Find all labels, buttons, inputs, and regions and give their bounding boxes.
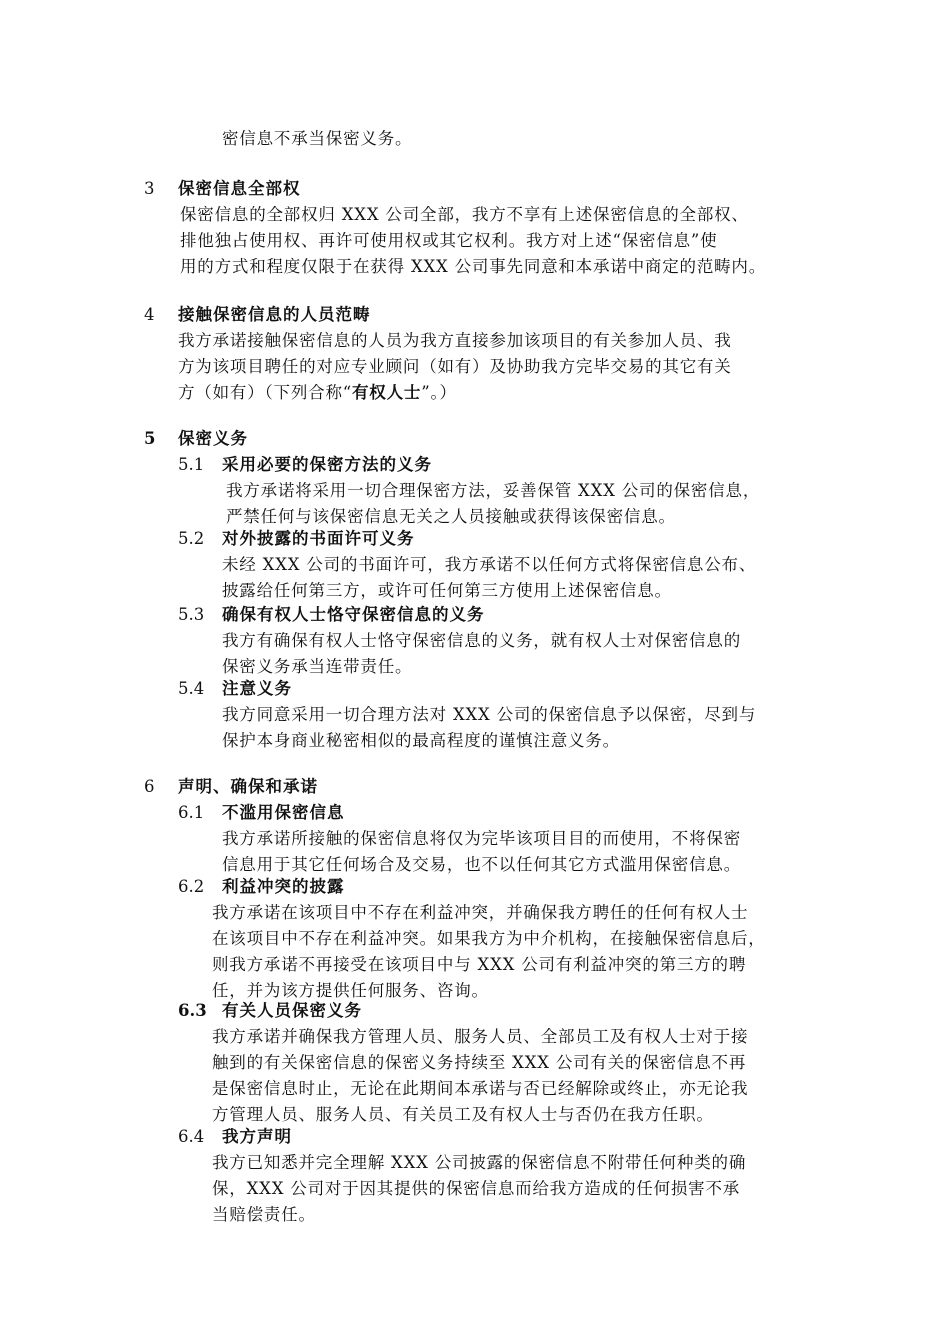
section-3-line: 保密信息的全部权归 XXX 公司全部，我方不享有上述保密信息的全部权、 <box>180 205 749 224</box>
clause-6-4-line: 保，XXX 公司对于因其提供的保密信息而给我方造成的任何损害不承 <box>212 1179 741 1198</box>
clause-6-1-line: 我方承诺所接触的保密信息将仅为完毕该项目目的而使用，不将保密 <box>222 829 741 848</box>
section-3-title: 保密信息全部权 <box>178 179 301 198</box>
clause-5-1-line: 严禁任何与该保密信息无关之人员接触或获得该保密信息。 <box>226 507 676 526</box>
defined-term-authorized-persons: 有权人士 <box>352 383 422 402</box>
section-5-title: 保密义务 <box>178 429 248 448</box>
section-4-title: 接触保密信息的人员范畴 <box>178 305 371 324</box>
clause-6-3-title: 有关人员保密义务 <box>222 1001 362 1020</box>
section-3-number: 3 <box>144 179 155 198</box>
continuation-text: 密信息不承当保密义务。 <box>222 129 413 148</box>
clause-6-4-line: 我方已知悉并完全理解 XXX 公司披露的保密信息不附带任何种类的确 <box>212 1153 747 1172</box>
clause-5-4-line: 我方同意采用一切合理方法对 XXX 公司的保密信息予以保密，尽到与 <box>222 705 757 724</box>
clause-5-3-number: 5.3 <box>178 605 205 624</box>
clause-5-4-line: 保护本身商业秘密相似的最高程度的谨慎注意义务。 <box>222 731 620 750</box>
clause-5-1-line: 我方承诺将采用一切合理保密方法，妥善保管 XXX 公司的保密信息， <box>226 481 761 500</box>
clause-6-2-title: 利益冲突的披露 <box>222 877 345 896</box>
clause-6-4-title: 我方声明 <box>222 1127 292 1146</box>
clause-6-4-number: 6.4 <box>178 1127 205 1146</box>
section-4-line: 方为该项目聘任的对应专业顾问（如有）及协助我方完毕交易的其它有关 <box>178 357 732 376</box>
section-3-line: 排他独占使用权、再许可使用权或其它权利。我方对上述“保密信息”使 <box>180 231 718 250</box>
clause-6-2-line: 则我方承诺不再接受在该项目中与 XXX 公司有利益冲突的第三方的聘 <box>212 955 747 974</box>
section-6-title: 声明、确保和承诺 <box>178 777 318 796</box>
clause-5-3-line: 保密义务承当连带责任。 <box>222 657 413 676</box>
section-4-last-line <box>178 380 457 406</box>
section-4-last-prefix: 方（如有）（下列合称“ <box>178 383 352 402</box>
clause-6-2-line: 在该项目中不存在利益冲突。如果我方为中介机构，在接触保密信息后， <box>212 929 766 948</box>
clause-5-2-line: 披露给任何第三方，或许可任何第三方使用上述保密信息。 <box>222 581 672 600</box>
clause-5-2-line: 未经 XXX 公司的书面许可，我方承诺不以任何方式将保密信息公布、 <box>222 555 757 574</box>
clause-6-2-line: 我方承诺在该项目中不存在利益冲突，并确保我方聘任的任何有权人士 <box>212 903 749 922</box>
clause-5-4-title: 注意义务 <box>222 679 292 698</box>
clause-5-2-title: 对外披露的书面许可义务 <box>222 529 415 548</box>
clause-6-3-line: 方管理人员、服务人员、有关员工及有权人士与否仍在我方任职。 <box>212 1105 714 1124</box>
clause-6-2-line: 任，并为该方提供任何服务、咨询。 <box>212 981 489 1000</box>
section-4-number: 4 <box>144 305 155 324</box>
clause-6-3-line: 我方承诺并确保我方管理人员、服务人员、全部员工及有权人士对于接 <box>212 1027 749 1046</box>
clause-6-1-title: 不滥用保密信息 <box>222 803 345 822</box>
clause-5-1-number: 5.1 <box>178 455 205 474</box>
clause-6-3-number: 6.3 <box>178 1001 207 1020</box>
clause-6-4-line: 当赔偿责任。 <box>212 1205 316 1224</box>
section-5-number: 5 <box>144 429 156 448</box>
section-4-line: 我方承诺接触保密信息的人员为我方直接参加该项目的有关参加人员、我 <box>178 331 732 350</box>
clause-5-2-number: 5.2 <box>178 529 205 548</box>
clause-5-3-line: 我方有确保有权人士恪守保密信息的义务，就有权人士对保密信息的 <box>222 631 741 650</box>
clause-6-3-line: 触到的有关保密信息的保密义务持续至 XXX 公司有关的保密信息不再 <box>212 1053 747 1072</box>
clause-6-1-line: 信息用于其它任何场合及交易，也不以任何其它方式滥用保密信息。 <box>222 855 741 874</box>
clause-6-3-line: 是保密信息时止，无论在此期间本承诺与否已经解除或终止，亦无论我 <box>212 1079 749 1098</box>
clause-5-4-number: 5.4 <box>178 679 205 698</box>
section-6-number: 6 <box>144 777 155 796</box>
section-3-line: 用的方式和程度仅限于在获得 XXX 公司事先同意和本承诺中商定的范畴内。 <box>180 257 767 276</box>
clause-6-1-number: 6.1 <box>178 803 205 822</box>
clause-5-3-title: 确保有权人士恪守保密信息的义务 <box>222 605 485 624</box>
section-4-last-suffix: ”。） <box>421 383 457 402</box>
clause-5-1-title: 采用必要的保密方法的义务 <box>222 455 432 474</box>
clause-6-2-number: 6.2 <box>178 877 205 896</box>
